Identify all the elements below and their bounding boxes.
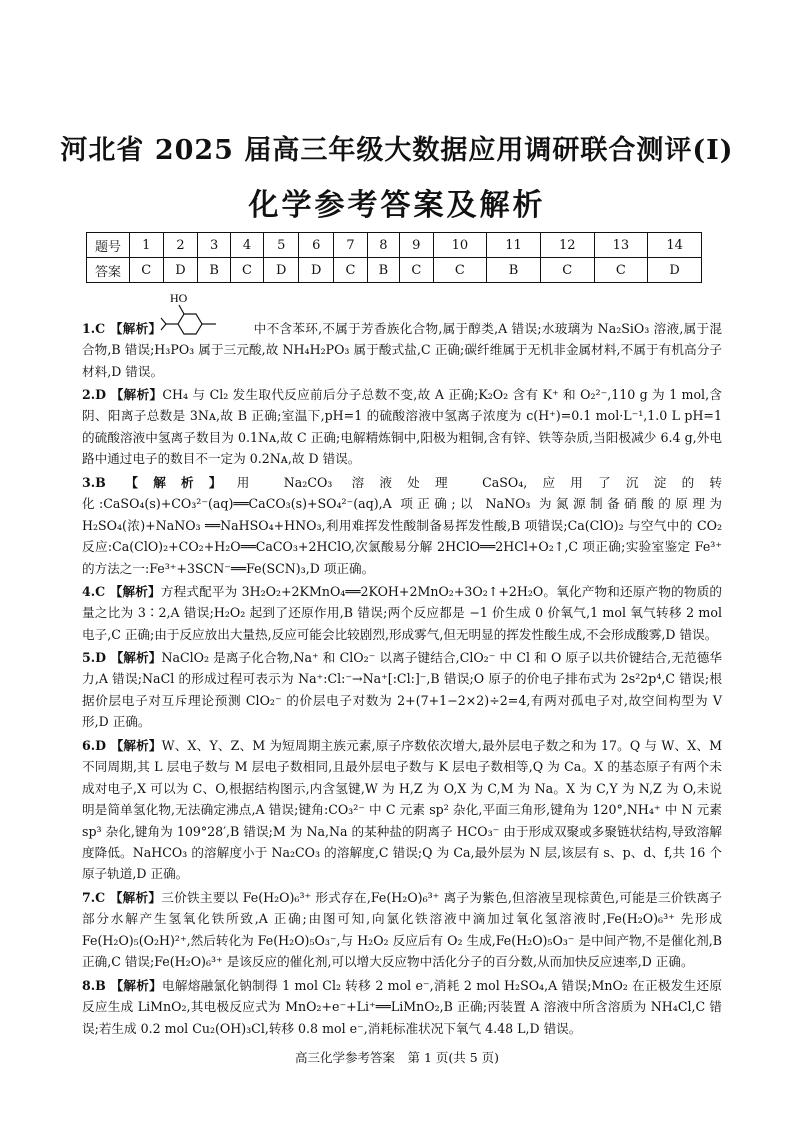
question-2-text: CH₄ 与 Cl₂ 发生取代反应前后分子总数不变,故 A 正确;K₂O₂ 含有 K⁺ 和 O₂²⁻,110 g 为 1 mol,含阴、阳离子总数是 3Nᴀ,故 B 正确;室温下,pH=1 的硫酸溶液中氢离子浓度为 c(H⁺)=0.1 mol·L⁻¹,1.0 L pH=1 的硫酸溶液中氢离子数目为 0.1Nᴀ,故 C 正确;电解精炼铜中,阳极为粗铜,含有锌、铁等杂质,当阳极减少 6.4 g,外电路中通过电子的数目不一定为 0.2Nᴀ,故 D 错误。 (82, 387, 722, 467)
answer-table (86, 232, 702, 283)
question-number: 5 (264, 233, 299, 258)
question-number: 3 (198, 233, 230, 258)
answer-cell: D (299, 258, 334, 283)
question-1-text: 中不含苯环,不属于芳香族化合物,属于醇类,A 错误;水玻璃为 Na₂SiO₃ 溶液,属于混合物,B 错误;H₃PO₃ 属于三元酸,故 NH₄H₂PO₃ 属于酸式盐,C 正确;碳纤维属于无机非金属材料,不属于有机高分子材料,D 错误。 (82, 321, 723, 379)
question-3-explanation (82, 472, 722, 579)
question-3-head: 3.B 【解析】 (82, 475, 237, 490)
question-2-explanation (82, 384, 722, 470)
question-7-explanation (82, 887, 722, 973)
question-3-text: 用 Na₂CO₃ 溶液处理 CaSO₄,应用了沉淀的转化:CaSO₄(s)+CO₃²⁻(aq)══CaCO₃(s)+SO₄²⁻(aq),A 项正确;以 NaNO₃ 为氮源制备硝酸的原理为 H₂SO₄(浓)+NaNO₃ ══NaHSO₄+HNO₃,利用难挥发性酸制备易挥发性酸,B 项错误;Ca(ClO)₂ 与空气中的 CO₂ 反应:Ca(ClO)₂+CO₂+H₂O══CaCO₃+2HClO,次氯酸易分解 2HClO══2HCl+O₂↑,C 项正确;实验室鉴定 Fe³⁺ 的方法之一:Fe³⁺+3SCN⁻══Fe(SCN)₃,D 项正确。 (82, 475, 722, 576)
question-number: 11 (487, 233, 541, 258)
structure-label: HO (170, 291, 188, 305)
answer-cell: C (400, 258, 434, 283)
question-number: 7 (334, 233, 368, 258)
question-8-text: 电解熔融氯化钠制得 1 mol Cl₂ 转移 2 mol e⁻,消耗 2 mol H₂SO₄,A 错误;MnO₂ 在正极发生还原反应生成 LiMnO₂,其电极反应式为 MnO₂+e⁻+Li⁺══LiMnO₂,B 正确;丙装置 A 溶液中所含溶质为 NH₄Cl,C 错误;若生成 0.2 mol Cu₂(OH)₃Cl,转移 0.8 mol e⁻,消耗标准状况下氧气 4.48 L,D 错误。 (82, 978, 722, 1036)
page-footer: 高三化学参考答案 第 1 页(共 5 页) (294, 1050, 500, 1065)
answer-cell: D (264, 258, 299, 283)
question-5-explanation (82, 647, 722, 733)
row-label-number: 题号 (87, 233, 130, 258)
question-6-explanation (82, 735, 722, 885)
answer-cell: C (230, 258, 264, 283)
question-2-head: 2.D 【解析】 (82, 387, 163, 402)
question-number: 6 (299, 233, 334, 258)
answer-cell: C (130, 258, 164, 283)
question-8-explanation (82, 975, 722, 1039)
answer-cell: C (334, 258, 368, 283)
question-4-text: 方程式配平为 3H₂O₂+2KMnO₄══2KOH+2MnO₂+3O₂↑+2H₂O。氧化产物和还原产物的物质的量之比为 3∶2,A 错误;H₂O₂ 起到了还原作用,B 错误;两个反应都是 −1 价生成 0 价氧气,1 mol 氧气转移 2 mol 电子,C 正确;由于反应放出大量热,反应可能会比较剧烈,形成雾气,但无明显的挥发性酸生成,不会形成酸雾,D 错误。 (82, 584, 722, 642)
question-number: 14 (648, 233, 702, 258)
answer-cell: C (540, 258, 594, 283)
answer-cell: D (648, 258, 702, 283)
document-subtitle: 化学参考答案及解析 (248, 188, 546, 223)
question-number: 8 (367, 233, 399, 258)
question-4-head: 4.C 【解析】 (82, 584, 161, 599)
answer-cell: C (433, 258, 487, 283)
answer-cell: D (163, 258, 198, 283)
question-5-head: 5.D 【解析】 (82, 650, 162, 665)
question-7-text: 三价铁主要以 Fe(H₂O)₆³⁺ 形式存在,Fe(H₂O)₆³⁺ 离子为紫色,但溶液呈现棕黄色,可能是三价铁离子部分水解产生氢氧化铁所致,A 正确;由图可知,向氯化铁溶液中滴加过氧化氢溶液时,Fe(H₂O)₆³⁺ 先形成 Fe(H₂O)₅(O₂H)²⁺,然后转化为 Fe(H₂O)₅O₃⁻,与 H₂O₂ 反应后有 O₂ 生成,Fe(H₂O)₅O₃⁻ 是中间产物,不是催化剂,B 正确,C 错误;Fe(H₂O)₆³⁺ 是该反应的催化剂,可以增大反应物中活化分子的百分数,从而加快反应速率,D 正确。 (82, 890, 722, 970)
question-1-head: 1.C 【解析】 (82, 321, 162, 336)
answer-cell: B (367, 258, 399, 283)
question-7-head: 7.C 【解析】 (82, 890, 162, 905)
question-number: 2 (163, 233, 198, 258)
question-6-text: W、X、Y、Z、M 为短周期主族元素,原子序数依次增大,最外层电子数之和为 17。Q 与 W、X、M 不同周期,其 L 层电子数与 M 层电子数相同,且最外层电子数与 K 层电子数相等,Q 为 Ca。X 的基态原子有两个未成对电子,X 可以为 C、O,根据结构图示,内含氢键,W 为 H,Z 为 O,X 为 C,M 为 Na。X 为 C,Y 为 N,Z 为 O,未说明是简单氢化物,无法确定沸点,A 错误;键角:CO₃²⁻ 中 C 元素 sp² 杂化,平面三角形,键角为 120°,NH₄⁺ 中 N 元素 sp³ 杂化,键角为 109°28′,B 错误;M 为 Na,Na 的某种盐的阴离子 HCO₃⁻ 由于形成双聚或多聚链状结构,导致溶解度降低。NaHCO₃ 的溶解度小于 Na₂CO₃ 的溶解度,C 错误;Q 为 Ca,最外层为 N 层,该层有 s、p、d、f,共 16 个原子轨道,D 正确。 (82, 738, 723, 882)
question-1-explanation (82, 318, 722, 382)
question-5-text: NaClO₂ 是离子化合物,Na⁺ 和 ClO₂⁻ 以离子键结合,ClO₂⁻ 中 Cl 和 O 原子以共价键结合,无范德华力,A 错误;NaCl 的形成过程可表示为 Na⁺:Cl:⁻→Na⁺[:Cl:]⁻,B 错误;O 原子的价电子排布式为 2s²2p⁴,C 错误;根据价层电子对互斥理论预测 ClO₂⁻ 的价层电子对数为 2+(7+1−2×2)÷2=4,有两对孤电子对,故空间构型为 V 形,D 正确。 (82, 650, 723, 730)
question-number: 10 (433, 233, 487, 258)
question-number: 13 (594, 233, 648, 258)
question-4-explanation (82, 581, 722, 645)
row-label-answer: 答案 (87, 258, 130, 283)
answer-cell: B (198, 258, 230, 283)
question-number: 4 (230, 233, 264, 258)
question-number: 1 (130, 233, 164, 258)
question-number: 12 (540, 233, 594, 258)
answer-table-answer-row (87, 258, 702, 283)
question-8-head: 8.B 【解析】 (82, 978, 162, 993)
question-6-head: 6.D 【解析】 (82, 738, 162, 753)
answer-cell: C (594, 258, 648, 283)
answer-cell: B (487, 258, 541, 283)
exam-title: 河北省 2025 届高三年级大数据应用调研联合测评(Ⅰ) (60, 135, 734, 166)
answer-table-number-row (87, 233, 702, 258)
question-number: 9 (400, 233, 434, 258)
